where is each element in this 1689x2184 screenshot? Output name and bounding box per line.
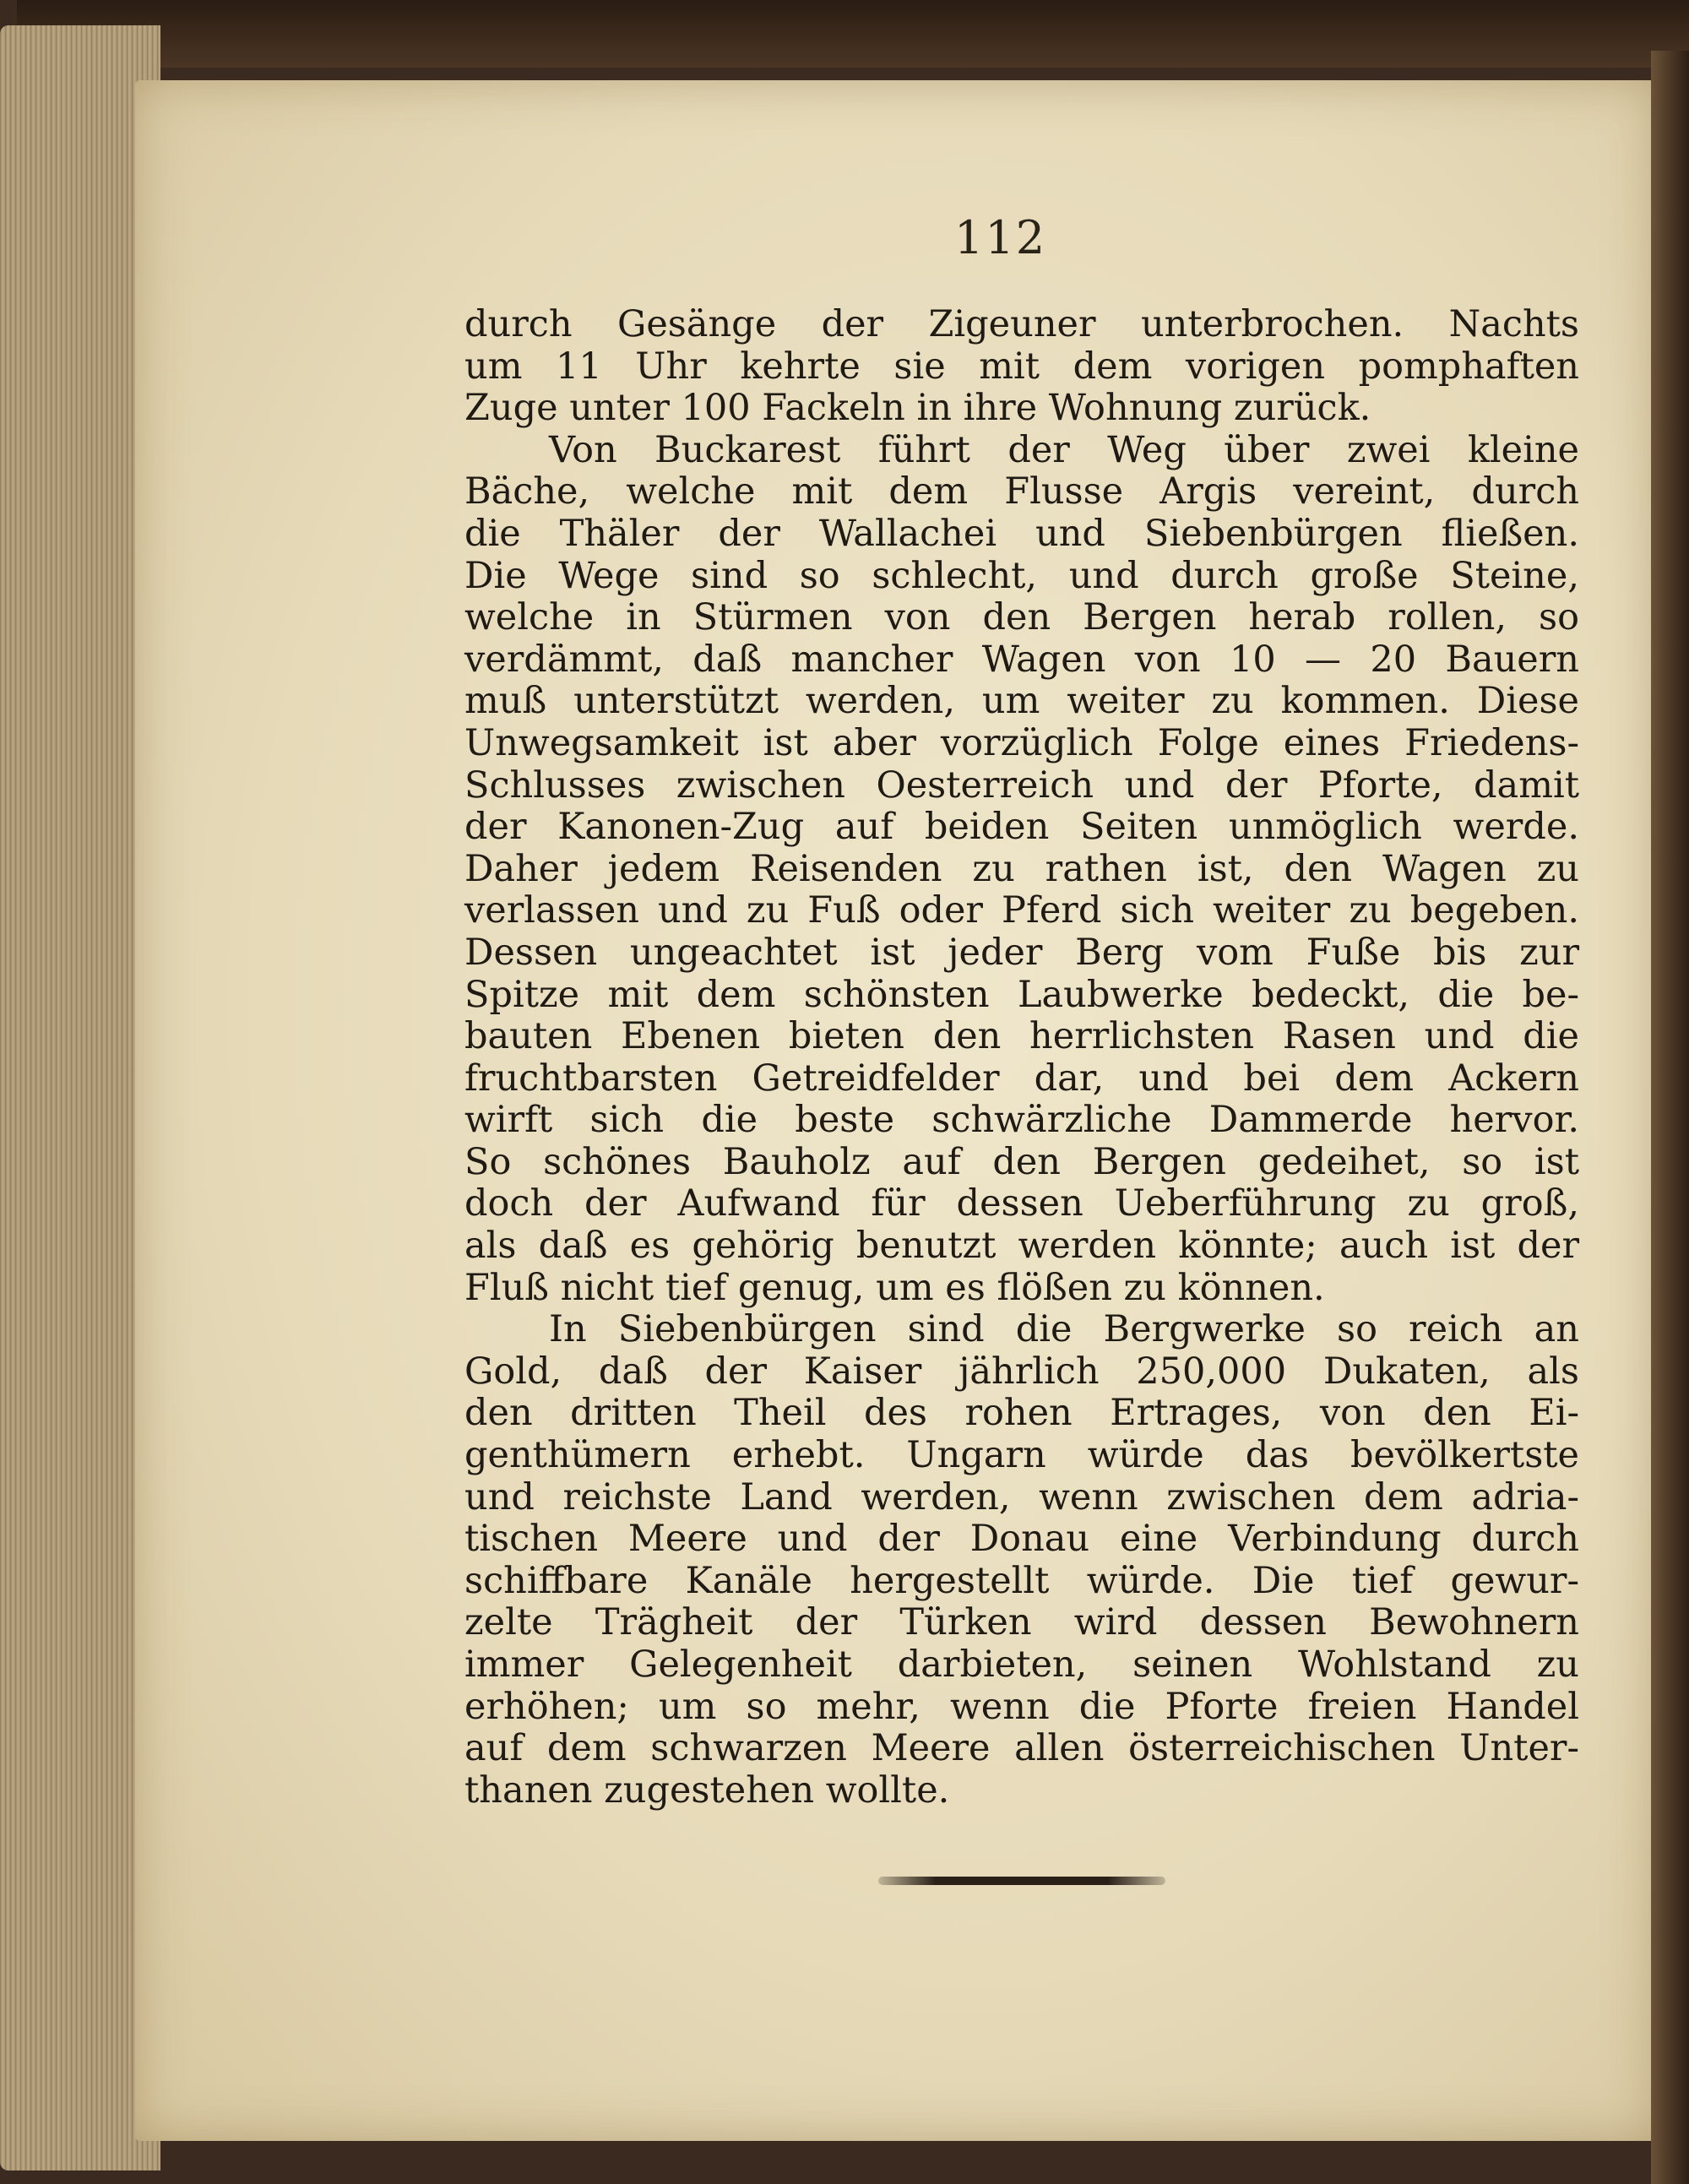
text-line: zelte Trägheit der Türken wird dessen Bewohnern xyxy=(464,1601,1579,1644)
text-line: tischen Meere und der Donau eine Verbindung durch xyxy=(464,1518,1579,1561)
text-line: Spitze mit dem schönsten Laubwerke bedeckt, die be- xyxy=(464,973,1579,1016)
paragraph-2 xyxy=(464,430,1579,1309)
text-line: auf dem schwarzen Meere allen österreichischen Unter- xyxy=(464,1727,1579,1770)
book-cover-top xyxy=(17,0,1689,68)
text-line: Fluß nicht tief genug, um es flößen zu können. xyxy=(464,1266,1325,1309)
text-line: schiffbare Kanäle hergestellt würde. Die tief gewur- xyxy=(464,1559,1579,1602)
text-line: Schlusses zwischen Oesterreich und der Pforte, damit xyxy=(464,763,1579,807)
text-line: fruchtbarsten Getreidfelder dar, und bei dem Ackern xyxy=(464,1057,1579,1100)
text-line: muß unterstützt werden, um weiter zu kommen. Diese xyxy=(464,680,1579,723)
text-line: die Thäler der Wallachei und Siebenbürgen fließen. xyxy=(464,512,1579,555)
text-line: thanen zugestehen wollte. xyxy=(464,1768,950,1812)
text-line: durch Gesänge der Zigeuner unterbrochen. Nachts xyxy=(464,303,1579,345)
text-line: So schönes Bauholz auf den Bergen gedeihet, so ist xyxy=(464,1140,1579,1183)
text-line: um 11 Uhr kehrte sie mit dem vorigen pomphaften xyxy=(464,345,1579,388)
text-line: Zuge unter 100 Fackeln in ihre Wohnung zurück. xyxy=(464,387,1371,430)
page-number: 112 xyxy=(954,211,1047,264)
text-line: verdämmt, daß mancher Wagen von 10 — 20 Bauern xyxy=(464,638,1579,681)
text-line: Gold, daß der Kaiser jährlich 250,000 Dukaten, als xyxy=(464,1350,1579,1393)
text-line: Von Buckarest führt der Weg über zwei kleine xyxy=(549,428,1579,471)
text-line: der Kanonen-Zug auf beiden Seiten unmöglich werde. xyxy=(464,806,1579,849)
body-text xyxy=(464,304,1579,1812)
text-line: Die Wege sind so schlecht, und durch große Steine, xyxy=(464,554,1579,597)
text-line: Bäche, welche mit dem Flusse Argis vereint, durch xyxy=(464,470,1579,513)
paragraph-1 xyxy=(464,304,1579,430)
end-rule xyxy=(878,1877,1165,1885)
text-line: erhöhen; um so mehr, wenn die Pforte freien Handel xyxy=(464,1685,1579,1728)
text-line: Daher jedem Reisenden zu rathen ist, den Wagen zu xyxy=(464,847,1579,890)
book-spine-edge xyxy=(1651,51,1689,2184)
text-line: welche in Stürmen von den Bergen herab rollen, so xyxy=(464,596,1579,639)
text-line: den dritten Theil des rohen Ertrages, von den Ei- xyxy=(464,1392,1579,1435)
text-line: genthümern erhebt. Ungarn würde das bevölkertste xyxy=(464,1434,1579,1477)
paragraph-3 xyxy=(464,1309,1579,1812)
text-line: verlassen und zu Fuß oder Pferd sich weiter zu begeben. xyxy=(464,889,1579,932)
text-line: wirft sich die beste schwärzliche Dammerde hervor. xyxy=(464,1099,1579,1142)
text-line: Dessen ungeachtet ist jeder Berg vom Fuße bis zur xyxy=(464,931,1579,974)
text-line: bauten Ebenen bieten den herrlichsten Rasen und die xyxy=(464,1015,1579,1058)
text-line: als daß es gehörig benutzt werden könnte; auch ist der xyxy=(464,1225,1579,1268)
text-line: immer Gelegenheit darbieten, seinen Wohlstand zu xyxy=(464,1643,1579,1686)
text-line: doch der Aufwand für dessen Ueberführung zu groß, xyxy=(464,1182,1579,1225)
text-line: Unwegsamkeit ist aber vorzüglich Folge eines Friedens- xyxy=(464,721,1579,764)
text-line: In Siebenbürgen sind die Bergwerke so reich an xyxy=(549,1308,1579,1351)
text-line: und reichste Land werden, wenn zwischen dem adria- xyxy=(464,1475,1579,1518)
